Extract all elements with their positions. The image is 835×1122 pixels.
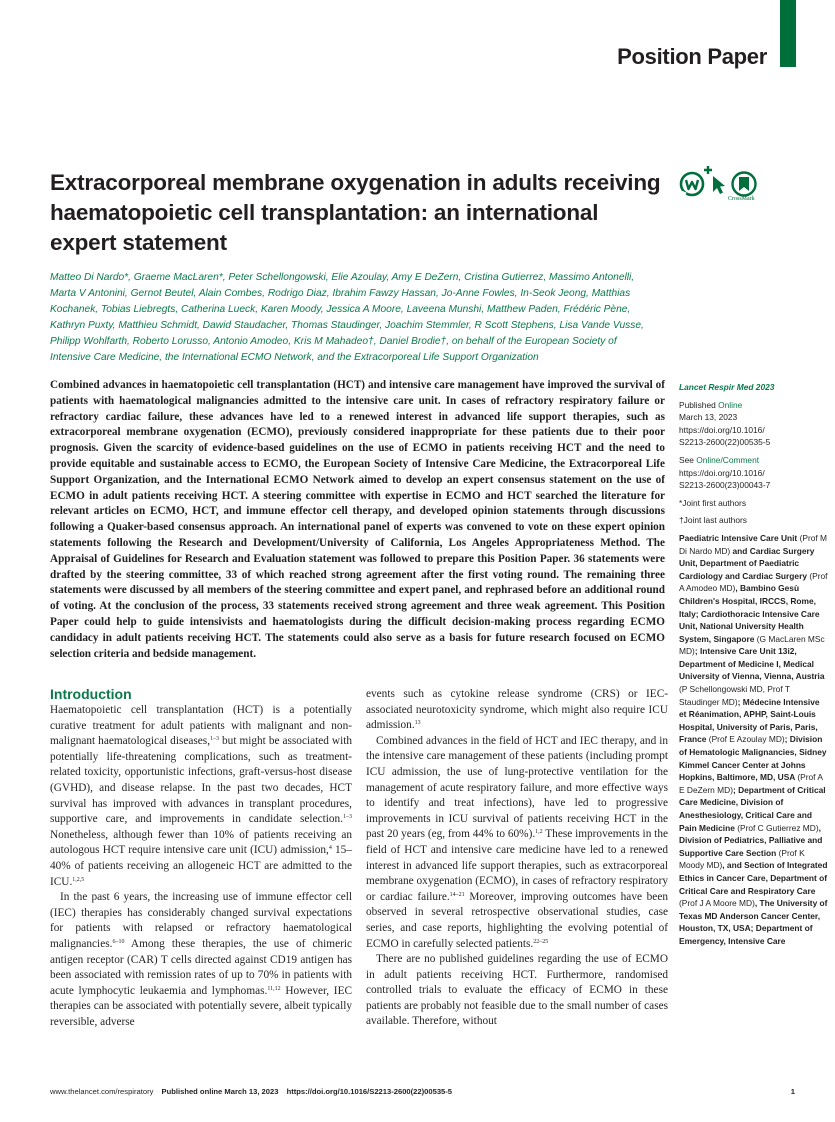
affiliation-text: ; Division of Hematologic Malignancies, Sidney Kimmel Cancer Center at Johns Hopkins, Baltimore, MD, USA [679,734,827,783]
reference-citation[interactable]: 6–10 [112,938,125,945]
page-footer [50,1087,795,1096]
affiliation-text: , Bambino Gesù Children's Hospital, IRCCS, Rome, Italy; Cardiothoracic Intensive Care Unit, National University Health System, Singapore [679,583,820,644]
open-access-w-icon[interactable] [678,170,706,198]
body-paragraph: Haematopoietic cell transplantation (HCT) is a potentially curative treatment for adult patients with malignant and non-malignant haematological diseases,$^{1-3}$ but might be associated with potentially life-threatening complications, such as treatment-related toxicity, opportunistic infections, graft-versus-host disease (GVHD), and disease relapse. In the past two decades, HCT survival has improved with advances in transplant procedures, supportive care, and improvements in candidate selection.$^{1-3}$ Nonetheless, although fewer than 10% of patients receiving an autologous HCT require intensive care unit (ICU) admission,$^4$ 15–40% of patients receiving an allogeneic HCT are admitted to the ICU.$^{1,2,5}$ [50,704,352,888]
body-column-left [50,703,352,1030]
article-sidebar [679,381,829,948]
affiliation-text: and Cardiac Surgery Unit, Department of Paediatric Cardiology and Cardiac Surgery [679,545,815,581]
footer-published: Published online March 13, 2023 [161,1087,279,1096]
body-paragraph: events such as cytokine release syndrome (CRS) or IEC-associated neurotoxicity syndrome, which might also require ICU admission.$^{13}$ [366,688,668,732]
journal-citation: Lancet Respir Med 2023 [679,382,775,392]
reference-citation[interactable]: 11,12 [267,985,281,992]
body-column-right [366,687,668,1030]
page-number: 1 [790,1087,795,1096]
affiliation-person: (G MacLaren MSc MD) [679,633,825,657]
reference-citation[interactable]: 1,2,5 [72,876,85,883]
section-label: Position Paper [617,44,767,69]
reference-citation[interactable]: 22–25 [533,938,549,945]
crossmark-icon[interactable] [730,170,758,198]
author-list: Matteo Di Nardo*, Graeme MacLaren*, Peter Schellongowski, Elie Azoulay, Amy E DeZern, Cristina Gutierrez, Massimo Antonelli, Marta V Antonini, Gernot Beutel, Alain Combes, Rodrigo Diaz, Ibrahim Fawzy Hassan, Jo-Anne Fowles, In-Seok Jeong, Matthias Kochanek, Tobias Liebregts, Catherina Lueck, Karen Moody, Jessica A Moore, Laveena Munshi, Matthew Paden, Frédéric Pène, Kathryn Puxty, Matthieu Schmidt, Dawid Staudacher, Thomas Staudinger, Joachim Stemmler, R Scott Stephens, Lisa Vande Vusse, Philipp Wohlfarth, Roberto Lorusso, Antonio Amodeo, Kris M Mahadeo†, Daniel Brodie†, on behalf of the European Society of Intensive Care Medicine, the International ECMO Network, and the Extracorporeal Life Support Organization [50,272,644,363]
online-link[interactable]: Online [718,399,743,410]
doi-link[interactable]: https://doi.org/10.1016/ S2213-2600(22)00535-5 [679,424,771,448]
joint-last-note: †Joint last authors [679,515,747,526]
affiliation-person: (Prof A E DeZern MD) [679,772,823,795]
published-date: March 13, 2023 [679,412,738,423]
comment-doi-link[interactable]: https://doi.org/10.1016/ S2213-2600(23)00043-7 [679,467,771,491]
affiliation-person: (Prof J A Moore MD) [679,898,755,909]
article-title: Extracorporeal membrane oxygenation in adults receiving haematopoietic cell transplantation: an international expert statement [50,170,661,255]
publication-info: Published Online March 13, 2023 https://doi.org/10.1016/ S2213-2600(22)00535-5 [679,399,771,448]
affiliation-text: ; Médecine Intensive et Réanimation, APHP, Saint-Louis Hospital, University of Paris, Paris, France [679,696,820,745]
body-paragraph: There are no published guidelines regarding the use of ECMO in adult patients receiving HCT. Furthermore, randomised controlled trials to evaluate the efficacy of ECMO in these patients are probably not feasible due to the small number of cases available. Therefore, without [366,953,668,1028]
add-cursor-icon[interactable] [703,164,729,196]
body-paragraph: Combined advances in the field of HCT and IEC therapy, and in the intensive care management of these patients (including prompt ICU admission, the use of lung-protective ventilation for the management of acute respiratory failure, and more effective ways to identify and treat infections), have led to progressive improvements in ICU survival of patients receiving HCT in the past 20 years (eg, from 44% to 60%).$^{1,2}$ These improvements in the field of HCT and intensive care medicine have led to a renewed interest in advanced life support therapies, such as extracorporeal membrane oxygenation (ECMO), in cases of refractory respiratory or cardiac failure.$^{14-21}$ Moreover, improving outcomes have been observed in several retrospective observational studies, case series, and case reports, highlighting the evolving potential of ECMO in carefully selected patients.$^{22-25}$ [366,734,668,950]
crossmark-label: CrossMark [728,196,755,202]
online-comment-link[interactable]: Online/Comment [696,454,760,465]
abstract: Combined advances in haematopoietic cell transplantation (HCT) and intensive care management have improved the survival of patients with haematological malignancies admitted to the intensive care unit. In cases of refractory respiratory failure or refractory cardiac failure, these advances have led to a renewed interest in advanced life support therapies, such as extracorporeal membrane oxygenation (ECMO), previously considered inappropriate for these patients due to their poor prognosis. Given the scarcity of evidence-based guidelines on the use of ECMO in patients receiving HCT and the need to provide equitable and sustainable access to ECMO, the European Society of Intensive Care Medicine, the Extracorporeal Life Support Organization, and the International ECMO Network aimed to develop an expert consensus statement on the use of ECMO in adult patients receiving HCT. A steering committee with expertise in ECMO and HCT searched the literature for relevant articles on ECMO, HCT, and immune effector cell therapy, and developed opinion statements through discussions following a Quaker-based consensus approach. An international panel of experts was convened to vote on these expert opinion statements following the Research and Development/University of California, Los Angeles Appropriateness Method. The Appraisal of Guidelines for Research and Evaluation statement was followed to prepare this Position Paper. 36 statements were drafted by the steering committee, 33 of which reached strong agreement after the first voting round. The remaining three statements were discussed by all members of the steering committee and expert panel, and rephrased before an additional round of voting. At the conclusion of the process, 33 statements received strong agreement and three weak agreement. This Position Paper could help to guide intensivists and haematologists during the difficult decision-making process regarding ECMO candidacy in adult patients receiving HCT. The statements could also serve as a basis for future research focused on ECMO selection criteria and bedside management. [50,379,665,660]
section-accent-bar [780,0,796,67]
affiliation-text: , Division of Pediatrics, Palliative and Supportive Care Section [679,822,823,858]
joint-first-note: *Joint first authors [679,497,747,508]
reference-citation[interactable]: 13 [414,720,421,727]
affiliation-person: (Prof M Di Nardo MD) [679,532,828,556]
affiliation-person: (Prof K Moody MD) [679,847,805,871]
affiliation-text: ; Intensive Care Unit 13i2, Department of Medicine I, Medical University of Vienna, Vienna, Austria [679,646,825,682]
affiliation-text: , and Section of Integrated Ethics in Cancer Care, Department of Critical Care and Respiratory Care [679,860,828,896]
affiliation-text: ; Department of Critical Care Medicine, Division of Anesthesiology, Critical Care and Pain Medicine [679,784,826,833]
reference-citation[interactable]: 1–3 [210,736,220,743]
affiliation-person: (P Schellongowski MD, Prof T Staudinger MD) [679,684,790,707]
reference-citation[interactable]: 14–21 [449,891,465,898]
journal-url[interactable]: www.thelancet.com/respiratory [50,1087,154,1096]
affiliation-text: , The University of Texas MD Anderson Cancer Center, Houston, TX, USA; Department of Emergency, Intensive Care [679,898,828,946]
affiliation-person: (Prof C Gutierrez MD) [737,822,819,833]
affiliation-person: (Prof A Amodeo MD) [679,570,828,594]
affiliation-text: Paediatric Intensive Care Unit [679,532,800,543]
article-badges [678,168,768,208]
comment-info: See Online/Comment https://doi.org/10.1016/ S2213-2600(23)00043-7 [679,454,771,491]
affiliation-person: (Prof E Azoulay MD) [708,734,785,745]
introduction-heading: Introduction [50,686,132,702]
reference-citation[interactable]: 1–3 [343,814,352,821]
reference-citation[interactable]: 4 [328,845,332,852]
affiliations [679,532,829,948]
body-paragraph: In the past 6 years, the increasing use of immune effector cell (IEC) therapies has considerably changed survival expectations for patients with relapsed or refractory haematological malignancies.$^{6-10}$ Among these therapies, the use of chimeric antigen receptor (CAR) T cells directed against CD19 antigen has been associated with remission rates of up to 70% in patients with acute lymphocytic leukaemia and lymphomas.$^{11,12}$ However, IEC therapies can be associated with potentially severe, albeit typically reversible, adverse [50,891,353,1028]
footer-doi[interactable]: https://doi.org/10.1016/S2213-2600(22)00535-5 [286,1087,453,1096]
reference-citation[interactable]: 1,2 [535,829,543,836]
